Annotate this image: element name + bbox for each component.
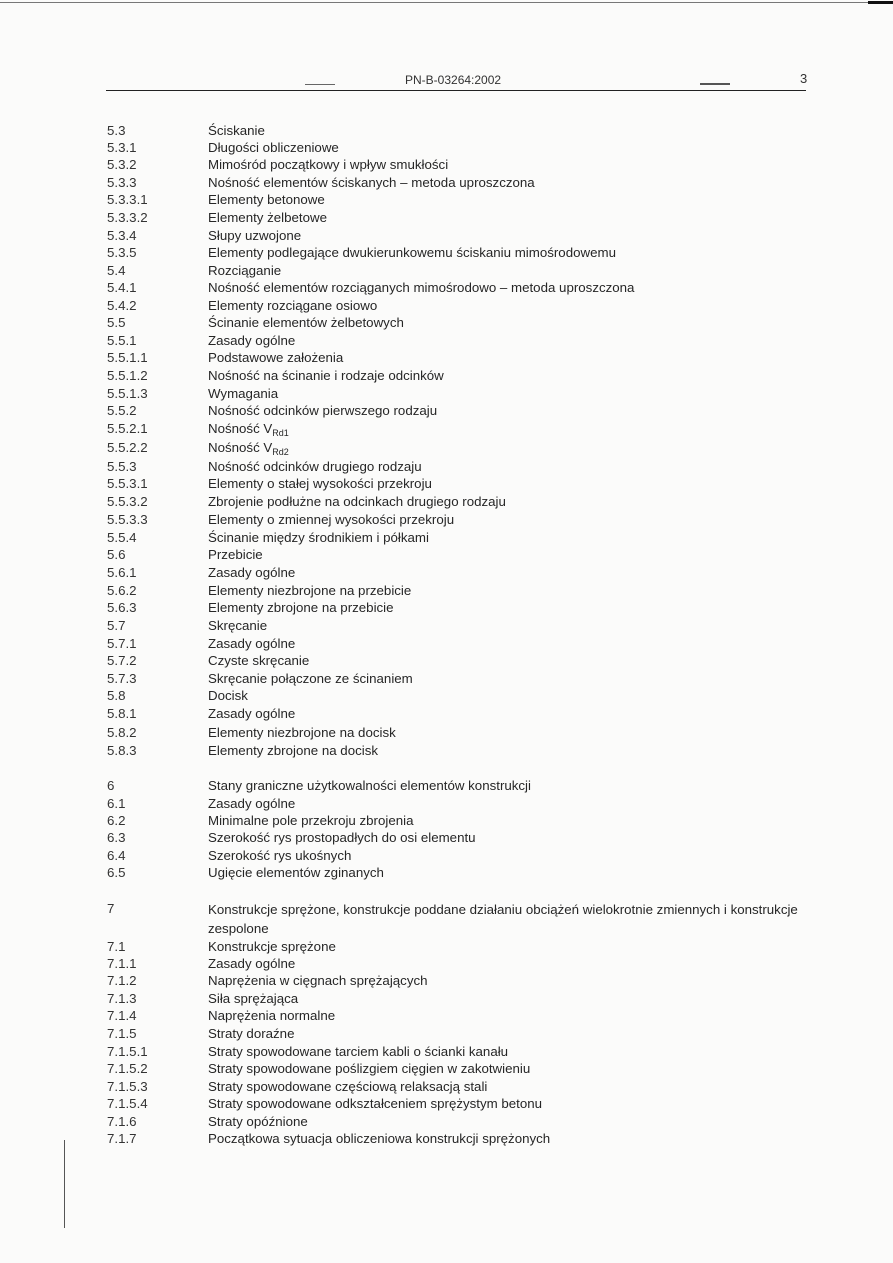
- section-number: 5.3.3.2: [107, 210, 148, 225]
- section-number: 6: [107, 778, 115, 793]
- section-number: 5.7.2: [107, 653, 137, 668]
- section-title-text: Podstawowe założenia: [208, 350, 344, 365]
- section-number: 5.5: [107, 315, 126, 330]
- toc-entry: [0, 900, 893, 936]
- section-title: [208, 582, 411, 600]
- section-number: 5.8.1: [107, 706, 137, 721]
- section-title: [208, 938, 336, 956]
- section-title-text: Słupy uzwojone: [208, 228, 302, 243]
- section-title-text: Straty opóźnione: [208, 1114, 308, 1129]
- section-number: 6.3: [107, 830, 126, 845]
- section-number: 5.8.3: [107, 743, 137, 758]
- toc-entry: [0, 546, 893, 564]
- toc-entry: [0, 244, 893, 262]
- toc-entry: [0, 617, 893, 635]
- section-title-text: Zasady ogólne: [208, 333, 296, 348]
- section-number: 7.1.5: [107, 1026, 137, 1041]
- section-number: 6.5: [107, 865, 126, 880]
- toc-entry: [0, 742, 893, 760]
- section-number: 5.4.1: [107, 280, 137, 295]
- section-title-text: Przebicie: [208, 547, 263, 562]
- section-number: 6.4: [107, 848, 126, 863]
- section-title: [208, 191, 325, 209]
- section-number: 5.3.1: [107, 140, 137, 155]
- section-title-text: Nośność elementów rozciąganych mimośrodowo – metoda uproszczona: [208, 280, 635, 295]
- toc-entry: [0, 1007, 893, 1025]
- section-number: 7.1.5.4: [107, 1096, 148, 1111]
- section-title-text: Nośność V: [208, 440, 273, 455]
- toc-entry: [0, 687, 893, 705]
- section-title: [208, 635, 295, 653]
- section-title: [208, 139, 339, 157]
- section-title: [208, 227, 301, 245]
- section-number: 5.6.3: [107, 600, 137, 615]
- toc-entry: [0, 402, 893, 420]
- section-title-subscript: Rd2: [272, 447, 289, 457]
- section-number: 7.1.5.2: [107, 1061, 148, 1076]
- section-number: 7.1.1: [107, 956, 137, 971]
- section-title: [208, 475, 432, 493]
- section-title: [208, 546, 263, 564]
- toc-entry: [0, 599, 893, 617]
- section-title: [208, 990, 298, 1008]
- section-title-text: Straty spowodowane częściową relaksacją stali: [208, 1079, 488, 1094]
- section-title-text: Nośność elementów ściskanych – metoda uproszczona: [208, 175, 535, 190]
- section-number: 5.8: [107, 688, 126, 703]
- toc-entry: [0, 990, 893, 1008]
- section-title-text: Nośność na ścinanie i rodzaje odcinków: [208, 368, 444, 383]
- section-title-text: Docisk: [208, 688, 248, 703]
- toc-entry: [0, 262, 893, 280]
- toc-entry: [0, 122, 893, 140]
- section-number: 5.5.1: [107, 333, 137, 348]
- toc-entry: [0, 475, 893, 493]
- section-title: [208, 122, 265, 140]
- section-title: [208, 864, 384, 882]
- section-number: 6.2: [107, 813, 126, 828]
- toc-entry: [0, 1043, 893, 1061]
- section-title: [208, 1007, 335, 1025]
- section-number: 5.5.3.2: [107, 494, 148, 509]
- section-number: 5.3: [107, 123, 126, 138]
- section-number: 5.3.4: [107, 228, 137, 243]
- section-title: [208, 1095, 542, 1113]
- section-title-text: Naprężenia w cięgnach sprężających: [208, 973, 428, 988]
- section-title: [208, 314, 404, 332]
- section-title: [208, 458, 422, 476]
- section-title: [208, 847, 351, 865]
- section-title: [208, 1113, 308, 1131]
- section-title: [208, 385, 278, 403]
- toc-entry: [0, 297, 893, 315]
- section-title: [208, 402, 437, 420]
- section-title: [208, 829, 476, 847]
- section-number: 7.1.7: [107, 1131, 137, 1146]
- section-title-text: Elementy niezbrojone na przebicie: [208, 583, 412, 598]
- toc-entry: [0, 955, 893, 973]
- section-number: 5.7.3: [107, 671, 137, 686]
- toc-entry: [0, 1130, 893, 1148]
- section-title-text: Ścinanie między środnikiem i półkami: [208, 530, 429, 545]
- section-title: [208, 349, 343, 367]
- section-title-text: Elementy zbrojone na przebicie: [208, 600, 394, 615]
- section-title-text: Zasady ogólne: [208, 956, 296, 971]
- section-title: [208, 564, 295, 582]
- section-title-text: Elementy rozciągane osiowo: [208, 298, 378, 313]
- section-title-text: Straty spowodowane odkształceniem sprężystym betonu: [208, 1096, 543, 1111]
- section-number: 7.1.3: [107, 991, 137, 1006]
- toc-entry: [0, 139, 893, 157]
- section-number: 5.8.2: [107, 725, 137, 740]
- section-title: [208, 1025, 294, 1043]
- section-title: [208, 209, 327, 227]
- toc-entry: [0, 564, 893, 582]
- section-title: [208, 244, 616, 262]
- section-number: 5.3.5: [107, 245, 137, 260]
- section-title-text: Minimalne pole przekroju zbrojenia: [208, 813, 414, 828]
- section-number: 5.5.3.3: [107, 512, 148, 527]
- section-title-text: Czyste skręcanie: [208, 653, 310, 668]
- toc-entry: [0, 938, 893, 956]
- section-title-text: Naprężenia normalne: [208, 1008, 336, 1023]
- section-number: 5.5.2.2: [107, 440, 148, 455]
- section-number: 6.1: [107, 796, 126, 811]
- section-title-text: Zasady ogólne: [208, 636, 296, 651]
- section-title: [208, 972, 428, 990]
- section-title-text: Zbrojenie podłużne na odcinkach drugiego rodzaju: [208, 494, 506, 509]
- section-title: [208, 279, 634, 297]
- toc-entry: [0, 1113, 893, 1131]
- section-title-text: Zasady ogólne: [208, 565, 296, 580]
- toc-entry: [0, 420, 893, 438]
- section-title: [208, 812, 413, 830]
- section-number: 5.6: [107, 547, 126, 562]
- section-title-text: Siła sprężająca: [208, 991, 299, 1006]
- section-title-text: Ściskanie: [208, 123, 265, 138]
- section-number: 5.6.2: [107, 583, 137, 598]
- toc-entry: [0, 582, 893, 600]
- section-number: 5.5.3: [107, 459, 137, 474]
- section-title-text: Skręcanie połączone ze ścinaniem: [208, 671, 413, 686]
- section-title: [208, 670, 413, 688]
- section-number: 7.1.4: [107, 1008, 137, 1023]
- section-title: [208, 652, 309, 670]
- section-title: [208, 687, 248, 705]
- section-title-text: Początkowa sytuacja obliczeniowa konstrukcji sprężonych: [208, 1131, 551, 1146]
- toc-entry: [0, 1060, 893, 1078]
- toc-entry: [0, 1095, 893, 1113]
- toc-entry: [0, 972, 893, 990]
- section-number: 7: [107, 901, 115, 916]
- section-title: [208, 529, 429, 547]
- section-number: 5.5.2.1: [107, 421, 148, 436]
- section-title: [208, 262, 281, 280]
- section-title-text: Elementy zbrojone na docisk: [208, 743, 378, 758]
- section-title-text: Elementy niezbrojone na docisk: [208, 725, 396, 740]
- toc-entry: [0, 493, 893, 511]
- toc-entry: [0, 385, 893, 403]
- section-title: [208, 511, 454, 529]
- section-title-text: Rozciąganie: [208, 263, 282, 278]
- toc-entry: [0, 439, 893, 457]
- toc-entry: [0, 174, 893, 192]
- section-title: [208, 900, 808, 938]
- section-title: [208, 1043, 508, 1061]
- section-title-text: Skręcanie: [208, 618, 268, 633]
- section-title: [208, 367, 444, 385]
- section-title: [208, 156, 448, 174]
- toc-entry: [0, 227, 893, 245]
- section-title-text: Zasady ogólne: [208, 706, 296, 721]
- toc-entry: [0, 670, 893, 688]
- section-title: [208, 493, 506, 511]
- section-title-text: Elementy o zmiennej wysokości przekroju: [208, 512, 455, 527]
- section-number: 5.3.2: [107, 157, 137, 172]
- section-number: 5.4: [107, 263, 126, 278]
- section-number: 5.5.2: [107, 403, 137, 418]
- toc-entry: [0, 191, 893, 209]
- binding-margin-line: [64, 1140, 65, 1228]
- toc-entry: [0, 209, 893, 227]
- section-title-text: Szerokość rys ukośnych: [208, 848, 352, 863]
- section-title: [208, 705, 295, 723]
- section-title-text: Konstrukcje sprężone: [208, 939, 336, 954]
- section-number: 7.1.6: [107, 1114, 137, 1129]
- section-number: 5.3.3: [107, 175, 137, 190]
- toc-entry: [0, 279, 893, 297]
- section-number: 7.1.5.3: [107, 1079, 148, 1094]
- section-title-text: Elementy betonowe: [208, 192, 325, 207]
- section-title-text: Straty doraźne: [208, 1026, 295, 1041]
- toc-entry: [0, 511, 893, 529]
- toc-entry: [0, 864, 893, 882]
- section-title: [208, 1078, 487, 1096]
- section-title: [208, 777, 531, 795]
- section-title-text: Elementy żelbetowe: [208, 210, 327, 225]
- section-title-text: Elementy o stałej wysokości przekroju: [208, 476, 432, 491]
- toc-entry: [0, 777, 893, 795]
- section-number: 7.1.5.1: [107, 1044, 148, 1059]
- toc-entry: [0, 1078, 893, 1096]
- toc-entry: [0, 367, 893, 385]
- toc-entry: [0, 724, 893, 742]
- section-title-text: Zasady ogólne: [208, 796, 296, 811]
- section-title-text: Długości obliczeniowe: [208, 140, 339, 155]
- section-title-subscript: Rd1: [272, 428, 289, 438]
- section-title-text: Nośność V: [208, 421, 273, 436]
- toc-entry: [0, 635, 893, 653]
- section-title-text: Ugięcie elementów zginanych: [208, 865, 384, 880]
- section-title: [208, 1060, 530, 1078]
- section-title: [208, 617, 267, 635]
- section-number: 5.5.4: [107, 530, 137, 545]
- section-title-text: Straty spowodowane tarciem kabli o ścianki kanału: [208, 1044, 509, 1059]
- section-title: [208, 174, 535, 192]
- page-number: 3: [800, 71, 808, 86]
- toc-entry: [0, 314, 893, 332]
- toc-entry: [0, 529, 893, 547]
- standard-number: PN-B-03264:2002: [405, 73, 502, 87]
- toc-entry: [0, 332, 893, 350]
- section-number: 5.5.1.1: [107, 350, 148, 365]
- section-number: 7.1: [107, 939, 126, 954]
- section-title: [208, 297, 377, 315]
- section-number: 5.5.1.2: [107, 368, 148, 383]
- section-number: 5.6.1: [107, 565, 137, 580]
- section-number: 5.5.1.3: [107, 386, 148, 401]
- section-title: [208, 724, 396, 742]
- section-title: [208, 955, 295, 973]
- section-number: 5.7.1: [107, 636, 137, 651]
- toc-entry: [0, 847, 893, 865]
- toc-entry: [0, 156, 893, 174]
- section-number: 5.5.3.1: [107, 476, 148, 491]
- section-title-text: Elementy podlegające dwukierunkowemu ściskaniu mimośrodowemu: [208, 245, 616, 260]
- toc-entry: [0, 1025, 893, 1043]
- toc-entry: [0, 705, 893, 723]
- section-title-text: Nośność odcinków drugiego rodzaju: [208, 459, 422, 474]
- section-number: 5.4.2: [107, 298, 137, 313]
- toc-entry: [0, 829, 893, 847]
- section-title-text: Nośność odcinków pierwszego rodzaju: [208, 403, 438, 418]
- section-title-text: Straty spowodowane poślizgiem cięgien w zakotwieniu: [208, 1061, 531, 1076]
- toc-entry: [0, 795, 893, 813]
- section-number: 7.1.2: [107, 973, 137, 988]
- section-title: [208, 795, 295, 813]
- section-title-text: Konstrukcje sprężone, konstrukcje poddane działaniu obciążeń wielokrotnie zmiennych i konstrukcje zespolone: [208, 902, 798, 936]
- section-number: 5.7: [107, 618, 126, 633]
- section-title: [208, 1130, 550, 1148]
- toc-entry: [0, 812, 893, 830]
- section-title-text: Ścinanie elementów żelbetowych: [208, 315, 404, 330]
- section-title-text: Stany graniczne użytkowalności elementów konstrukcji: [208, 778, 531, 793]
- section-title: [208, 332, 295, 350]
- section-number: 5.3.3.1: [107, 192, 148, 207]
- section-title-text: Wymagania: [208, 386, 279, 401]
- toc-entry: [0, 458, 893, 476]
- toc-entry: [0, 652, 893, 670]
- section-title: [208, 599, 394, 617]
- section-title-text: Mimośród początkowy i wpływ smukłości: [208, 157, 449, 172]
- section-title-text: Szerokość rys prostopadłych do osi elementu: [208, 830, 476, 845]
- toc-entry: [0, 349, 893, 367]
- section-title: [208, 742, 378, 760]
